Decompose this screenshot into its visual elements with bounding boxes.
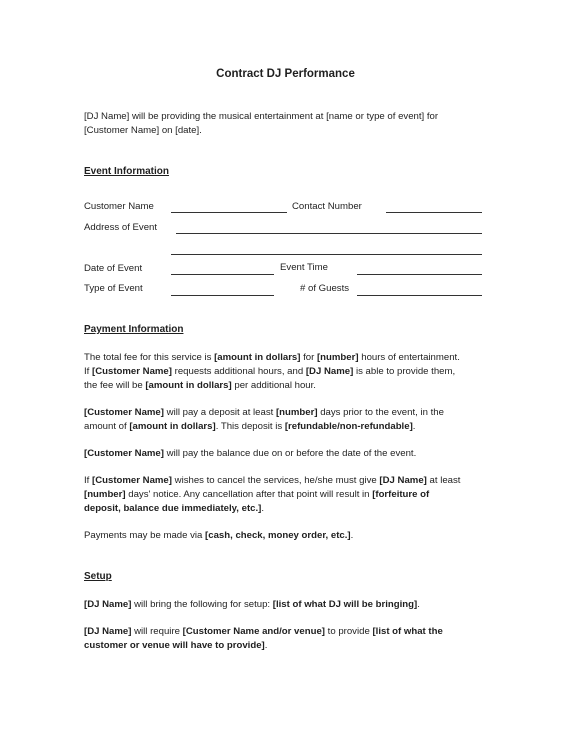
guests-label: # of Guests (300, 283, 350, 294)
payment-deposit-paragraph (84, 406, 494, 434)
placeholder-forfeiture-cont: deposit, balance due immediately, etc.] (84, 503, 262, 514)
address-field-line-1[interactable] (176, 233, 482, 234)
type-of-event-label: Type of Event (84, 283, 143, 294)
event-time-label: Event Time (280, 262, 328, 273)
payment-cancellation-line-2 (84, 488, 494, 502)
text: . (417, 599, 420, 610)
payment-information-heading: Payment Information (84, 324, 184, 335)
setup-bring-line (84, 598, 494, 612)
placeholder-amount: [amount in dollars] (129, 421, 216, 432)
text: for (300, 352, 317, 363)
setup-require-paragraph (84, 625, 494, 653)
event-time-field[interactable] (357, 274, 482, 275)
date-of-event-label: Date of Event (84, 263, 143, 274)
placeholder-dj-name: [DJ Name] (305, 366, 354, 377)
text: . (412, 421, 416, 432)
setup-heading: Setup (84, 571, 112, 582)
placeholder-dj-name: [DJ Name] (84, 626, 132, 637)
customer-name-field[interactable] (171, 212, 287, 213)
text: at least (426, 475, 461, 486)
customer-name-label: Customer Name (84, 201, 154, 212)
contact-number-label: Contact Number (292, 201, 362, 212)
text: If (84, 366, 92, 377)
placeholder-provide-list: [list of what the (372, 626, 443, 637)
payment-deposit-line-2 (84, 420, 494, 434)
text: . (261, 503, 265, 514)
text: will pay a deposit at least (163, 407, 276, 418)
text: If (84, 475, 92, 486)
payment-cancellation-paragraph (84, 474, 494, 516)
payment-fee-line-2 (84, 365, 494, 379)
text: amount of (84, 421, 130, 432)
text: will require (131, 626, 183, 637)
placeholder-customer-name: [Customer Name] (92, 366, 172, 377)
placeholder-number: [number] (275, 407, 318, 418)
placeholder-provide-list-cont: customer or venue will have to provide] (84, 640, 265, 651)
document-title: Contract DJ Performance (216, 68, 355, 80)
placeholder-equipment-list: [list of what DJ will be bringing] (272, 599, 418, 610)
text: requests additional hours, and (171, 366, 306, 377)
placeholder-amount: [amount in dollars] (145, 380, 232, 391)
placeholder-amount: [amount in dollars] (214, 352, 301, 363)
payment-balance-paragraph (84, 447, 494, 461)
placeholder-payment-methods: [cash, check, money order, etc.] (205, 530, 351, 541)
placeholder-number: [number] (84, 489, 126, 500)
placeholder-dj-name: [DJ Name] (84, 599, 132, 610)
text: . (350, 530, 354, 541)
payment-cancellation-line-3 (84, 502, 494, 516)
payment-method-paragraph (84, 529, 494, 543)
placeholder-forfeiture: [forfeiture of (372, 489, 430, 500)
placeholder-number: [number] (316, 352, 359, 363)
address-field-line-2[interactable] (171, 254, 482, 255)
payment-cancellation-line-1 (84, 474, 494, 488)
payment-fee-paragraph (84, 351, 494, 393)
text: the fee will be (84, 380, 146, 391)
text: is able to provide them, (353, 366, 456, 377)
payment-deposit-line-1 (84, 406, 494, 420)
type-of-event-field[interactable] (171, 295, 274, 296)
payment-method-line (84, 529, 494, 543)
text: to provide (324, 626, 373, 637)
placeholder-customer-name: [Customer Name] (84, 407, 164, 418)
setup-require-line-1 (84, 625, 494, 639)
text: Payments may be made via (84, 530, 206, 541)
payment-fee-line-1 (84, 351, 494, 365)
address-label: Address of Event (84, 222, 158, 233)
event-information-heading: Event Information (84, 166, 170, 177)
guests-field[interactable] (357, 295, 482, 296)
setup-require-line-2 (84, 639, 494, 653)
text: days' notice. Any cancellation after that point will result in (125, 489, 373, 500)
payment-balance-line (84, 447, 494, 461)
placeholder-customer-venue: [Customer Name and/or venue] (182, 626, 325, 637)
setup-bring-paragraph (84, 598, 494, 612)
text: per additional hour. (231, 380, 316, 391)
payment-fee-line-3 (84, 379, 494, 393)
intro-line-1: [DJ Name] will be providing the musical entertainment at [name or type of event] for (84, 111, 439, 122)
contact-number-field[interactable] (386, 212, 482, 213)
placeholder-customer-name: [Customer Name] (84, 448, 164, 459)
date-of-event-field[interactable] (171, 274, 274, 275)
text: will pay the balance due on or before the date of the event. (163, 448, 417, 459)
placeholder-dj-name: [DJ Name] (379, 475, 427, 486)
text: will bring the following for setup: (131, 599, 273, 610)
placeholder-customer-name: [Customer Name] (92, 475, 172, 486)
text: hours of entertainment. (358, 352, 460, 363)
text: The total fee for this service is (84, 352, 215, 363)
intro-line-2: [Customer Name] on [date]. (84, 125, 202, 136)
placeholder-refundable: [refundable/non-refundable] (284, 421, 413, 432)
text: days prior to the event, in the (317, 407, 444, 418)
intro-paragraph (84, 110, 494, 138)
text: . (264, 640, 268, 651)
text: . This deposit is (215, 421, 285, 432)
text: wishes to cancel the services, he/she must give (171, 475, 380, 486)
